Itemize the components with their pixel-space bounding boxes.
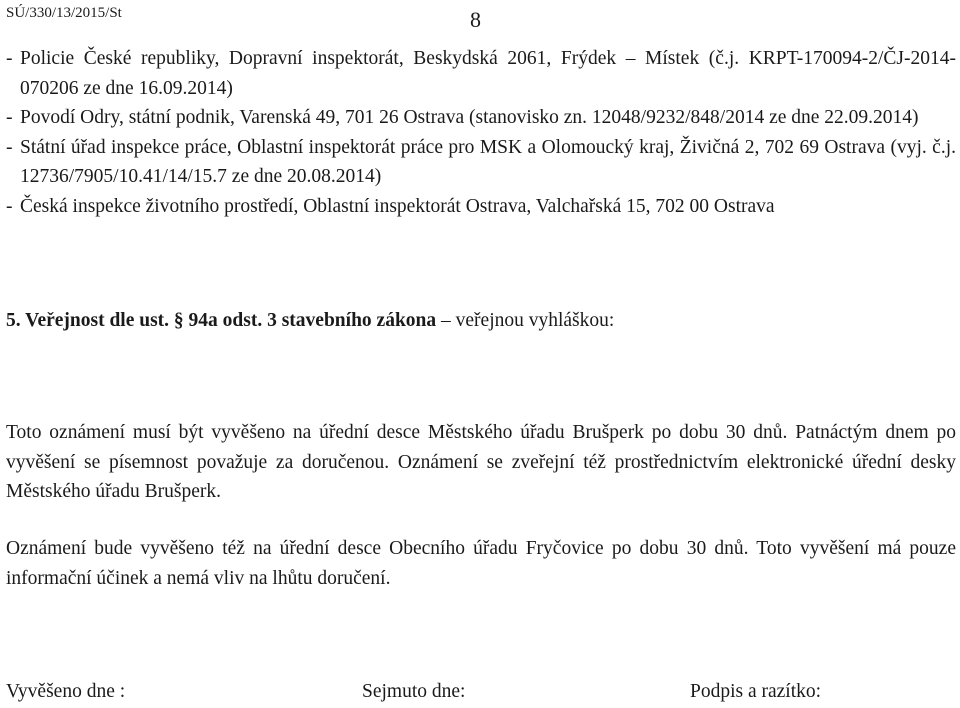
list-item <box>6 133 956 192</box>
page-number: 8 <box>470 7 481 32</box>
signature-label: Podpis a razítko: <box>690 681 822 702</box>
list-item <box>6 44 956 103</box>
authority-text: Policie České republiky, Dopravní inspektorát, Beskydská 2061, Frýdek – Místek (č.j. KRPT-170094-2/ČJ-2014-070206 ze dne 16.09.2014) <box>20 48 956 99</box>
list-marker: - <box>6 136 13 158</box>
removed-date-label: Sejmuto dne: <box>362 681 466 702</box>
list-item <box>6 103 956 133</box>
list-marker: - <box>6 48 13 69</box>
notice-paragraph-2: Oznámení bude vyvěšeno též na úřední desce Obecního úřadu Fryčovice po dobu 30 dnů. Toto vyvěšení má pouze informační účinek a nemá vliv na lhůtu doručení. <box>6 538 956 589</box>
authority-text: Povodí Odry, státní podnik, Varenská 49, 701 26 Ostrava (stanovisko zn. 12048/9232/848/2014 ze dne 22.09.2014) <box>20 107 919 128</box>
posted-date-label: Vyvěšeno dne : <box>6 681 126 702</box>
section-heading-rest: – veřejnou vyhláškou: <box>436 310 615 331</box>
list-marker: - <box>6 107 13 128</box>
list-item <box>6 192 956 222</box>
notice-paragraph-1: Toto oznámení musí být vyvěšeno na úřední desce Městského úřadu Brušperk po dobu 30 dnů. Patnáctým dnem po vyvěšení se písemnost považuje za doručenou. Oznámení se zveřejní též prostřednictvím elektronické úřední desky Městského úřadu Brušperk. <box>6 422 956 502</box>
document-reference: SÚ/330/13/2015/St <box>6 5 122 21</box>
section-heading-bold: 5. Veřejnost dle ust. § 94a odst. 3 stavebního zákona <box>6 310 437 331</box>
authority-text: Státní úřad inspekce práce, Oblastní inspektorát práce pro MSK a Olomoucký kraj, Živičná 2, 702 69 Ostrava (vyj. č.j. 12736/7905/10.41/14/15.7 ze dne 20.08.2014) <box>20 136 956 187</box>
list-marker: - <box>6 195 13 217</box>
authority-text: Česká inspekce životního prostředí, Oblastní inspektorát Ostrava, Valchařská 15, 702 00 Ostrava <box>20 195 775 217</box>
authority-list <box>6 44 956 221</box>
section-heading <box>6 306 614 335</box>
